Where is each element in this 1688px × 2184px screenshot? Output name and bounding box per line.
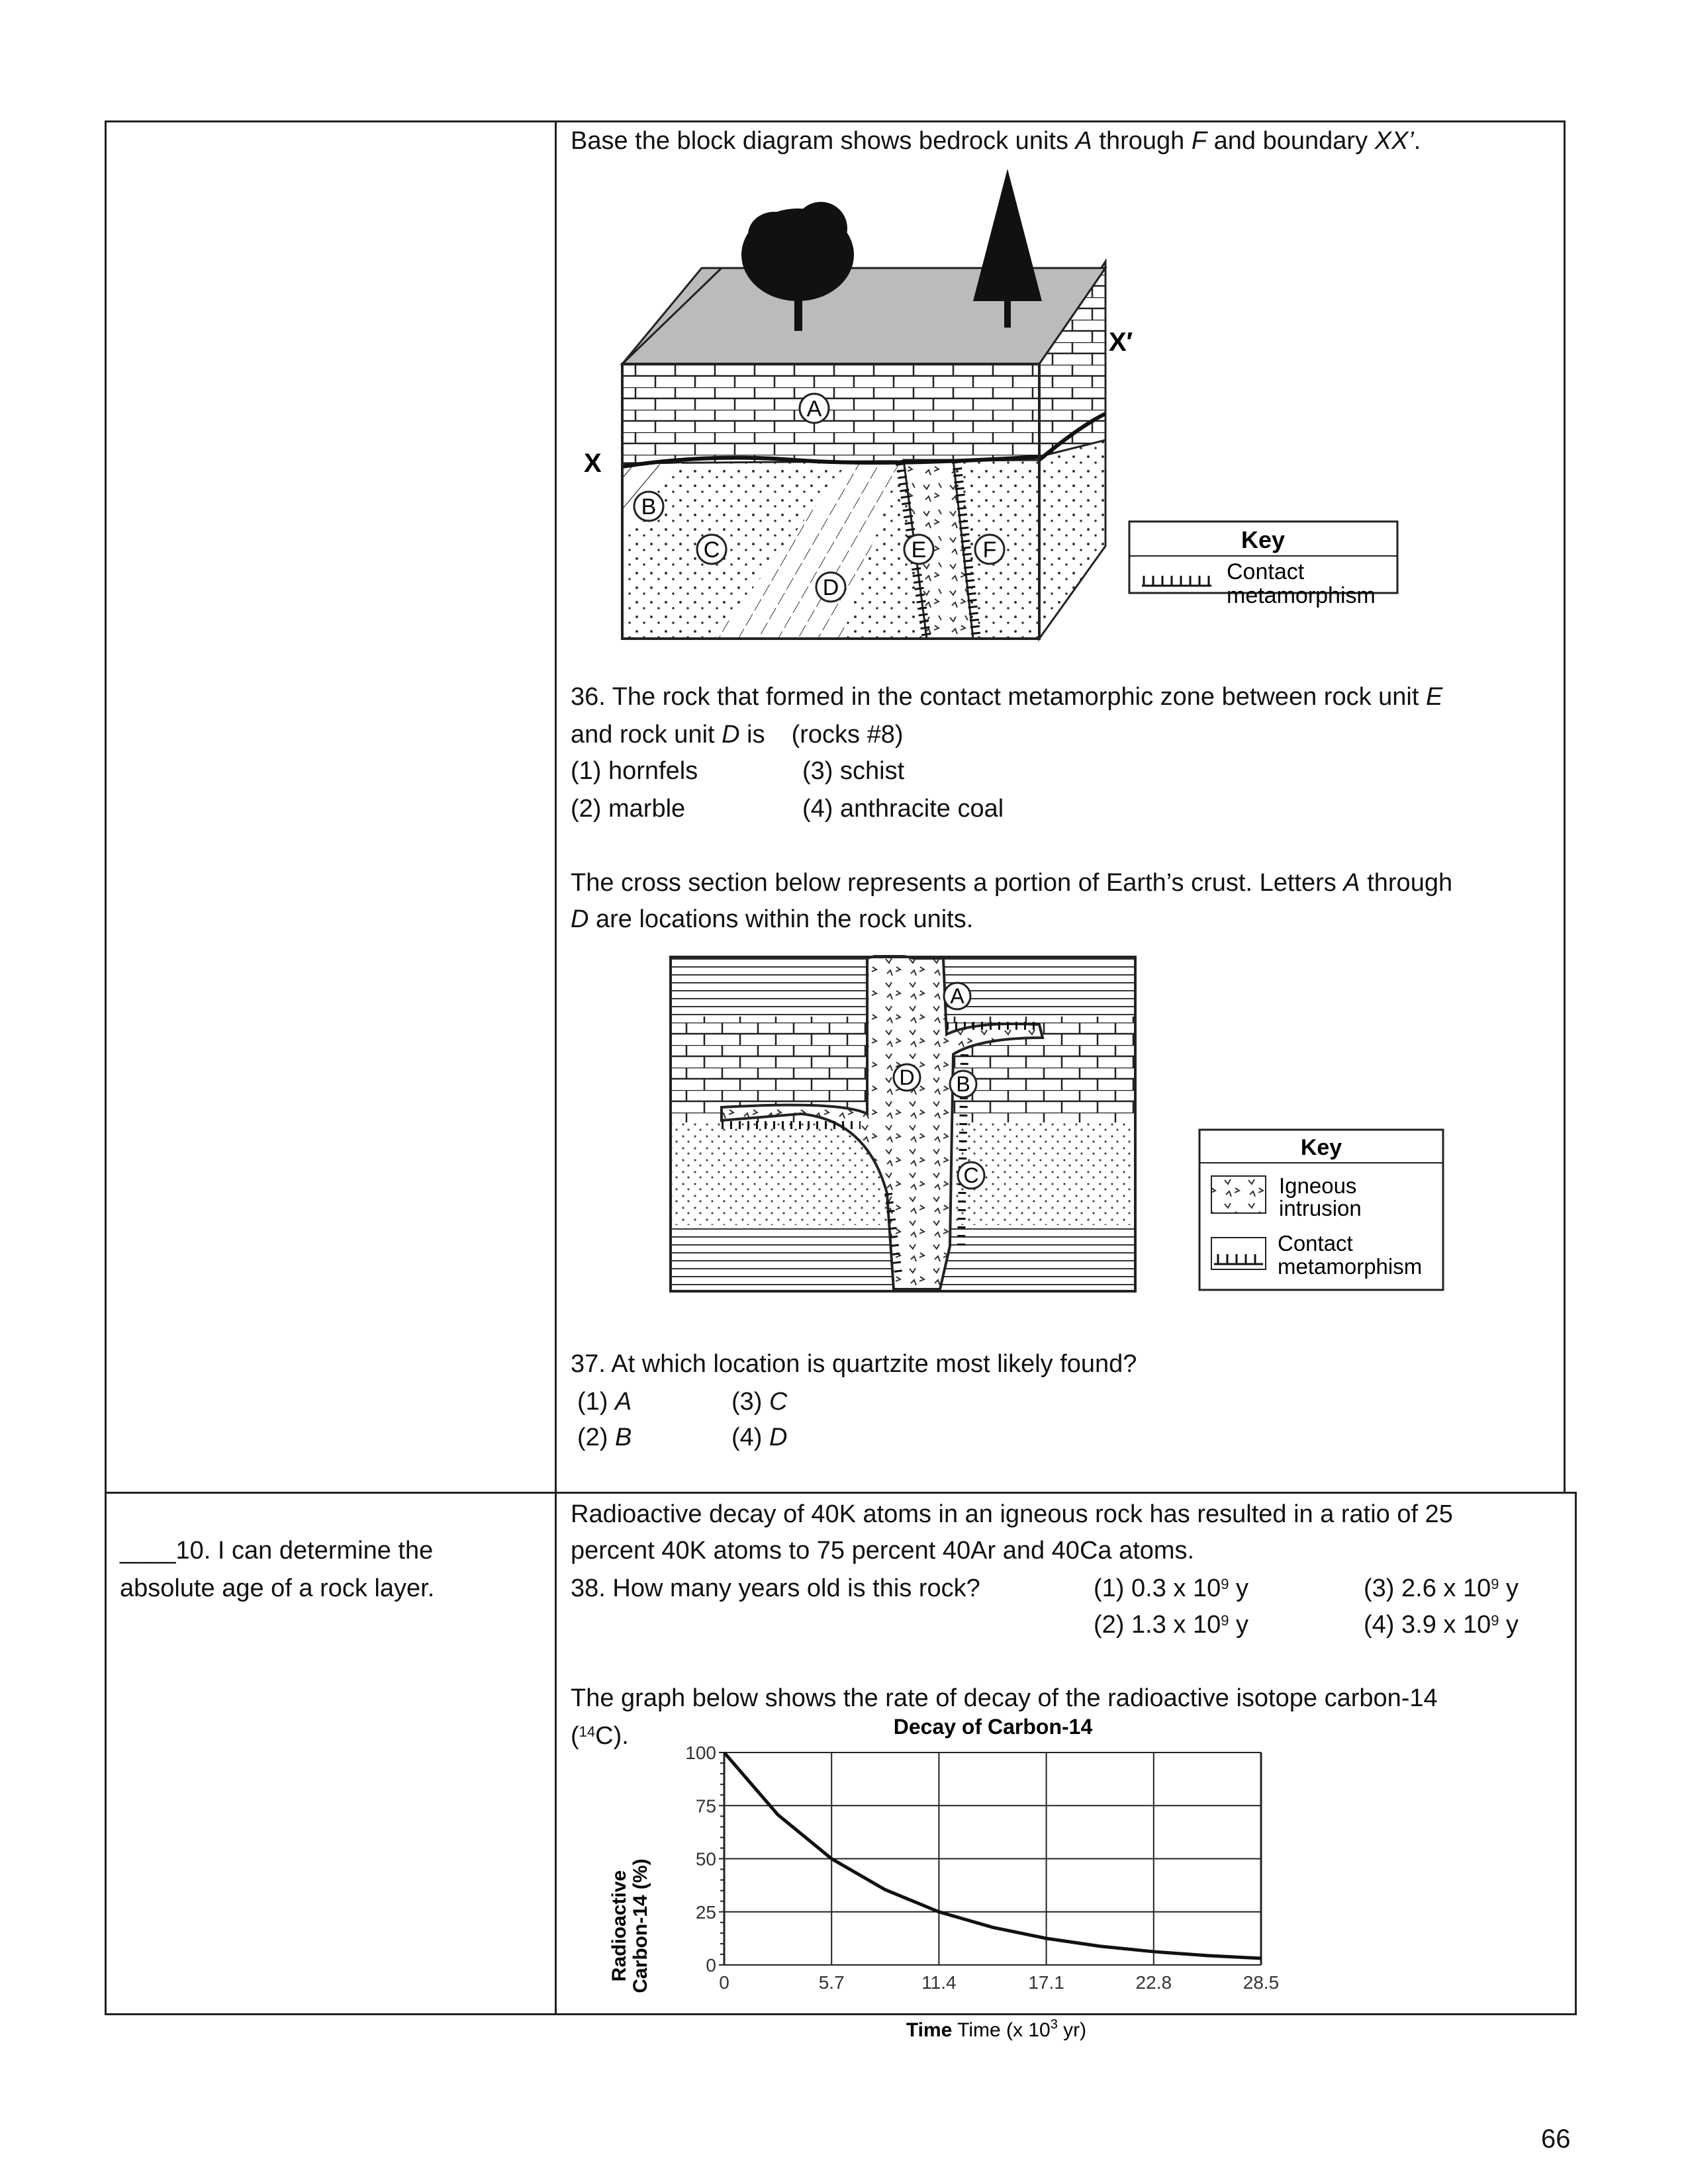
intro-text: are locations within the rock units.: [588, 905, 974, 933]
unit-label-a: A: [806, 396, 822, 422]
option-unit: y: [1499, 1574, 1519, 1602]
option-text: (4) 3.9 x 10: [1364, 1611, 1491, 1639]
intro-text: and boundary: [1207, 127, 1375, 155]
intro-text: Base the block diagram shows bedrock units: [571, 127, 1076, 155]
q36-line2: [571, 718, 904, 751]
q36-text: 36. The rock that formed in the contact metamorphic zone between rock unit: [571, 683, 1426, 711]
intro-text: through: [1092, 127, 1192, 155]
q36-unit-d: D: [722, 721, 740, 749]
y-tick-label: 25: [695, 1901, 716, 1923]
y-axis-label-line2: Carbon-14 (%): [630, 1858, 651, 1993]
block-diagram-key: [1129, 522, 1397, 608]
q38-intro-line2: percent 40K atoms to 75 percent 40Ar and 40Ca atoms.: [571, 1537, 1195, 1565]
contact-metamorphism-symbol-icon: [1211, 1238, 1266, 1269]
option-exponent: 9: [1221, 1576, 1229, 1592]
chart-title: Decay of Carbon-14: [893, 1715, 1093, 1739]
location-label-b: B: [956, 1072, 970, 1096]
table-right-border-top: [1564, 120, 1566, 1494]
key-item-label: Igneous: [1279, 1173, 1357, 1198]
option-unit: y: [1229, 1574, 1249, 1602]
unit-label-d: D: [822, 575, 839, 600]
objective-line1: [120, 1534, 433, 1567]
cross-section-diagram: [669, 955, 1139, 1293]
y-axis-label-line1: Radioactive: [608, 1870, 630, 1982]
q36-option-3[interactable]: (3) schist: [802, 757, 905, 785]
q38-option-3[interactable]: [1364, 1572, 1519, 1605]
q37-option-3[interactable]: [731, 1385, 787, 1418]
x-tick-label: 11.4: [921, 1972, 957, 1993]
location-label-d: D: [899, 1066, 915, 1089]
q36-text: and rock unit: [571, 721, 722, 749]
location-label-a: A: [950, 984, 964, 1008]
q37-option-4[interactable]: [731, 1421, 787, 1454]
q36-unit-e: E: [1425, 683, 1443, 711]
option-value: A: [615, 1388, 632, 1416]
table-right-border-bottom: [1575, 1492, 1577, 2015]
intro-text: through: [1360, 869, 1453, 897]
intro-text: .: [1413, 127, 1421, 155]
option-unit: y: [1499, 1611, 1519, 1639]
option-value: B: [615, 1424, 632, 1451]
key-item-label: Contact: [1227, 559, 1305, 584]
objective-text: 10. I can determine the: [175, 1537, 434, 1565]
unit-label-f: F: [982, 537, 997, 563]
cross-section-intro-line2: [571, 903, 973, 936]
unit-label-e: E: [911, 537, 927, 563]
block-diagram-intro: [571, 124, 1421, 158]
q36-option-2[interactable]: (2) marble: [571, 795, 686, 823]
intro-unit-a: A: [1075, 127, 1092, 155]
table-top-border: [105, 120, 1566, 122]
x-tick-label: 22.8: [1135, 1972, 1172, 1993]
page-number: 66: [1541, 2124, 1571, 2154]
q36-text: is: [739, 721, 765, 749]
key-title: Key: [1241, 526, 1286, 553]
q38-question: 38. How many years old is this rock?: [571, 1574, 980, 1602]
x-tick-label: 28.5: [1243, 1972, 1280, 1993]
intro-unit-f: F: [1191, 127, 1207, 155]
y-tick-label: 75: [695, 1796, 716, 1817]
option-text: (3) 2.6 x 10: [1364, 1574, 1491, 1602]
key-title: Key: [1300, 1135, 1342, 1160]
q36-option-1[interactable]: (1) hornfels: [571, 757, 698, 785]
option-exponent: 9: [1491, 1576, 1499, 1592]
option-number: (4): [731, 1424, 769, 1451]
q37-option-2[interactable]: [577, 1421, 632, 1454]
boundary-label-xprime: X′: [1109, 328, 1133, 357]
boundary-label-x: X: [584, 449, 602, 478]
y-tick-label: 50: [695, 1848, 716, 1870]
intro-location-d: D: [571, 905, 589, 933]
option-number: (3): [731, 1388, 769, 1416]
graph-intro-line1: The graph below shows the rate of decay of the radioactive isotope carbon-14: [571, 1684, 1438, 1712]
option-number: (1): [577, 1388, 615, 1416]
intro-location-a: A: [1343, 869, 1360, 897]
q36-option-4[interactable]: (4) anthracite coal: [802, 795, 1004, 823]
key-item-label: intrusion: [1279, 1196, 1362, 1220]
x-tick-label: 0: [719, 1972, 729, 1993]
option-value: C: [769, 1388, 788, 1416]
table-left-border: [105, 120, 107, 2015]
table-row-divider: [105, 1492, 1577, 1494]
isotope-mass: 14: [579, 1723, 596, 1740]
location-label-c: C: [963, 1163, 979, 1187]
option-unit: y: [1229, 1611, 1249, 1639]
x-tick-label: 17.1: [1028, 1972, 1064, 1993]
table-column-divider: [555, 120, 557, 2015]
igneous-intrusion-symbol-icon: [1211, 1176, 1266, 1213]
decay-curve: [724, 1752, 1261, 1958]
q36-reference: (rocks #8): [791, 721, 904, 749]
unit-label-b: B: [641, 494, 657, 520]
cross-section-key: [1198, 1128, 1446, 1293]
key-item-label: Contact: [1278, 1231, 1353, 1255]
q38-intro-line1: Radioactive decay of 40K atoms in an igneous rock has resulted in a ratio of 25: [571, 1500, 1453, 1528]
carbon-14-decay-chart: [596, 1707, 1324, 2052]
x-axis-label: Time Time (x $10^3$ yr): [906, 2017, 1087, 2041]
option-number: (2): [577, 1424, 615, 1451]
cross-section-intro-line1: [571, 866, 1452, 899]
y-tick-label: 0: [706, 1955, 716, 1976]
key-item-label: metamorphism: [1278, 1254, 1423, 1279]
option-exponent: 9: [1221, 1612, 1229, 1629]
unit-label-c: C: [703, 537, 720, 563]
q37-option-1[interactable]: [577, 1385, 632, 1418]
option-text: (2) 1.3 x 10: [1094, 1611, 1221, 1639]
intro-text: C).: [595, 1722, 629, 1750]
q37-question: 37. At which location is quartzite most likely found?: [571, 1350, 1137, 1378]
option-text: (1) 0.3 x 10: [1094, 1574, 1221, 1602]
q38-option-4[interactable]: [1364, 1608, 1519, 1641]
intro-text: (: [571, 1722, 579, 1750]
option-exponent: 9: [1491, 1612, 1499, 1629]
objective-line2: absolute age of a rock layer.: [120, 1574, 435, 1602]
q36-line1: [571, 680, 1442, 713]
key-item-label: metamorphism: [1227, 583, 1376, 608]
option-value: D: [769, 1424, 788, 1451]
objective-blank[interactable]: ____: [120, 1537, 176, 1565]
x-tick-label: 5.7: [818, 1972, 845, 1993]
q38-option-1[interactable]: [1094, 1572, 1248, 1605]
block-diagram: [576, 162, 1410, 652]
intro-boundary: XX’: [1374, 127, 1414, 155]
y-tick-label: 100: [685, 1743, 716, 1763]
intro-text: The cross section below represents a portion of Earth’s crust. Letters: [571, 869, 1344, 897]
q38-option-2[interactable]: [1094, 1608, 1248, 1641]
